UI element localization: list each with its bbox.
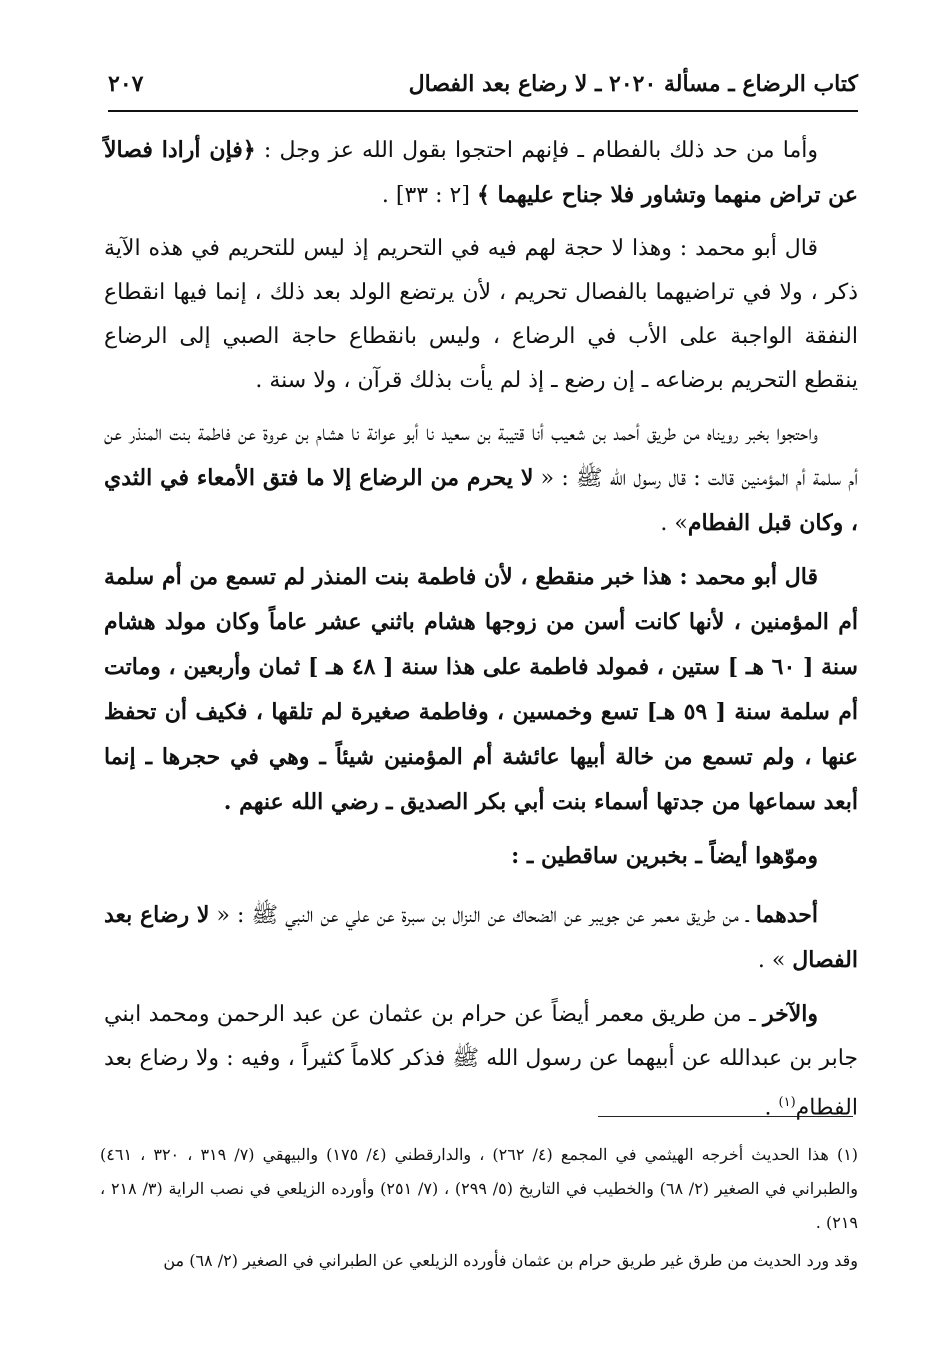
paragraph-1-text: وأما من حد ذلك بالفطام ـ فإنهم احتجوا بقول الله عز وجل : [255,138,818,163]
page-number: ٢٠٧ [108,71,144,97]
footnotes [100,1138,858,1278]
verse-reference: [٢ : ٣٣] . [381,183,477,208]
running-header [108,58,858,112]
paragraph-6-lead: أحدهما [755,902,818,928]
paragraph-3-text: واحتجوا بخبر رويناه من طريق أحمد بن شعيب أنا قتيبة بن سعيد نا أبو عوانة نا هشام بن عروة عن فاطمة بنت المنذر عن أم سلمة أم المؤمنين قالت : قال رسول الله ﷺ : « [104,421,859,491]
paragraph-1 [104,128,858,218]
paragraph-6-text: ـ من طريق معمر عن جويبر عن الضحاك عن النزال بن سبرة عن علي عن النبي ﷺ : « [209,903,756,928]
paragraph-5 [104,834,858,879]
paragraph-7-text: ـ من طريق معمر أيضاً عن حرام بن عثمان عن عبد الرحمن ومحمد ابني جابر بن عبدالله عن أبيهما عن رسول الله ﷺ فذكر كلاماً كثيراً ، وفيه : ولا رضاع بعد الفطام [104,1002,858,1121]
footnote-divider [598,1116,853,1117]
paragraph-2 [104,227,858,403]
paragraph-7-tail: . [764,1095,779,1121]
paragraph-4-text: قال أبو محمد : هذا خبر منقطع ، لأن فاطمة بنت المنذر لم تسمع من أم سلمة أم المؤمنين ، لأنها كانت أسن من زوجها هشام باثني عشر عاماً وكان مولد هشام سنة [ ٦٠ هـ ] ستين ، فمولد فاطمة على هذا سنة [ ٤٨ هـ ] ثمان وأربعين ، وماتت أم سلمة سنة [ ٥٩ هـ] تسع وخمسين ، وفاطمة صغيرة لم تلقها ، فكيف أن تحفظ عنها ، ولم تسمع من خالة أبيها عائشة أم المؤمنين شيئاً ـ وهي في حجرها ـ إنما أبعد سماعها من جدتها أسماء بنت أبي بكر الصديق ـ رضي الله عنهم . [104,564,858,815]
running-title: كتاب الرضاع ـ مسألة ٢٠٢٠ ـ لا رضاع بعد الفصال [408,71,858,97]
paragraph-4 [104,555,858,825]
paragraph-7-lead: والآخر [762,1001,819,1027]
paragraph-5-text: وموّهوا أيضاً ـ بخبرين ساقطين ـ : [511,843,818,869]
footnote-reference[interactable]: (١) [778,1095,796,1110]
paragraph-2-text: قال أبو محمد : وهذا لا حجة لهم فيه في التحريم إذ ليس للتحريم في هذه الآية ذكر ، ولا في تراضيهما بالفصال تحريم ، لأن يرتضع الولد بعد ذلك ، إنما فيها انقطاع النفقة الواجبة على الأب في الرضاع ، وليس بانقطاع حاجة الصبي إلى الرضاع ينقطع التحريم برضاعه ـ إن رضع ـ إذ لم يأت بذلك قرآن ، ولا سنة . [104,236,858,393]
main-text [104,128,858,1139]
hadith-quote-2: لا رضاع بعد الفصال [104,902,858,973]
paragraph-6 [104,893,858,983]
hadith-quote: لا يحرم من الرضاع إلا ما فتق الأمعاء في الثدي ، وكان قبل الفطام [104,465,858,536]
footnote-continuation: وقد ورد الحديث من طرق غير طريق حرام بن عثمان فأورده الزيلعي عن الطبراني في الصغير (٢/ ٦٨) من [163,1251,858,1270]
footnote-1: (١) هذا الحديث أخرجه الهيثمي في المجمع (٤/ ٢٦٢) ، والدارقطني (٤/ ١٧٥) والبيهقي (٧/ ٣١٩ ، ٣٢٠ ، ٤٦١) والطبراني في الصغير (٢/ ٦٨) والخطيب في التاريخ (٥/ ٢٩٩) ، (٧/ ٢٥١) وأورده الزيلعي في نصب الراية (٣/ ٢١٨ ، ٢١٩) . [100,1145,859,1232]
quran-verse: ﴿فإن أرادا فصالاً عن تراض منهما وتشاور فلا جناح عليهما ﴾ [104,137,858,208]
paragraph-7 [104,992,858,1130]
paragraph-6-tail: » . [757,948,793,973]
paragraph-3 [104,412,858,546]
paragraph-3-tail: » . [660,511,688,536]
